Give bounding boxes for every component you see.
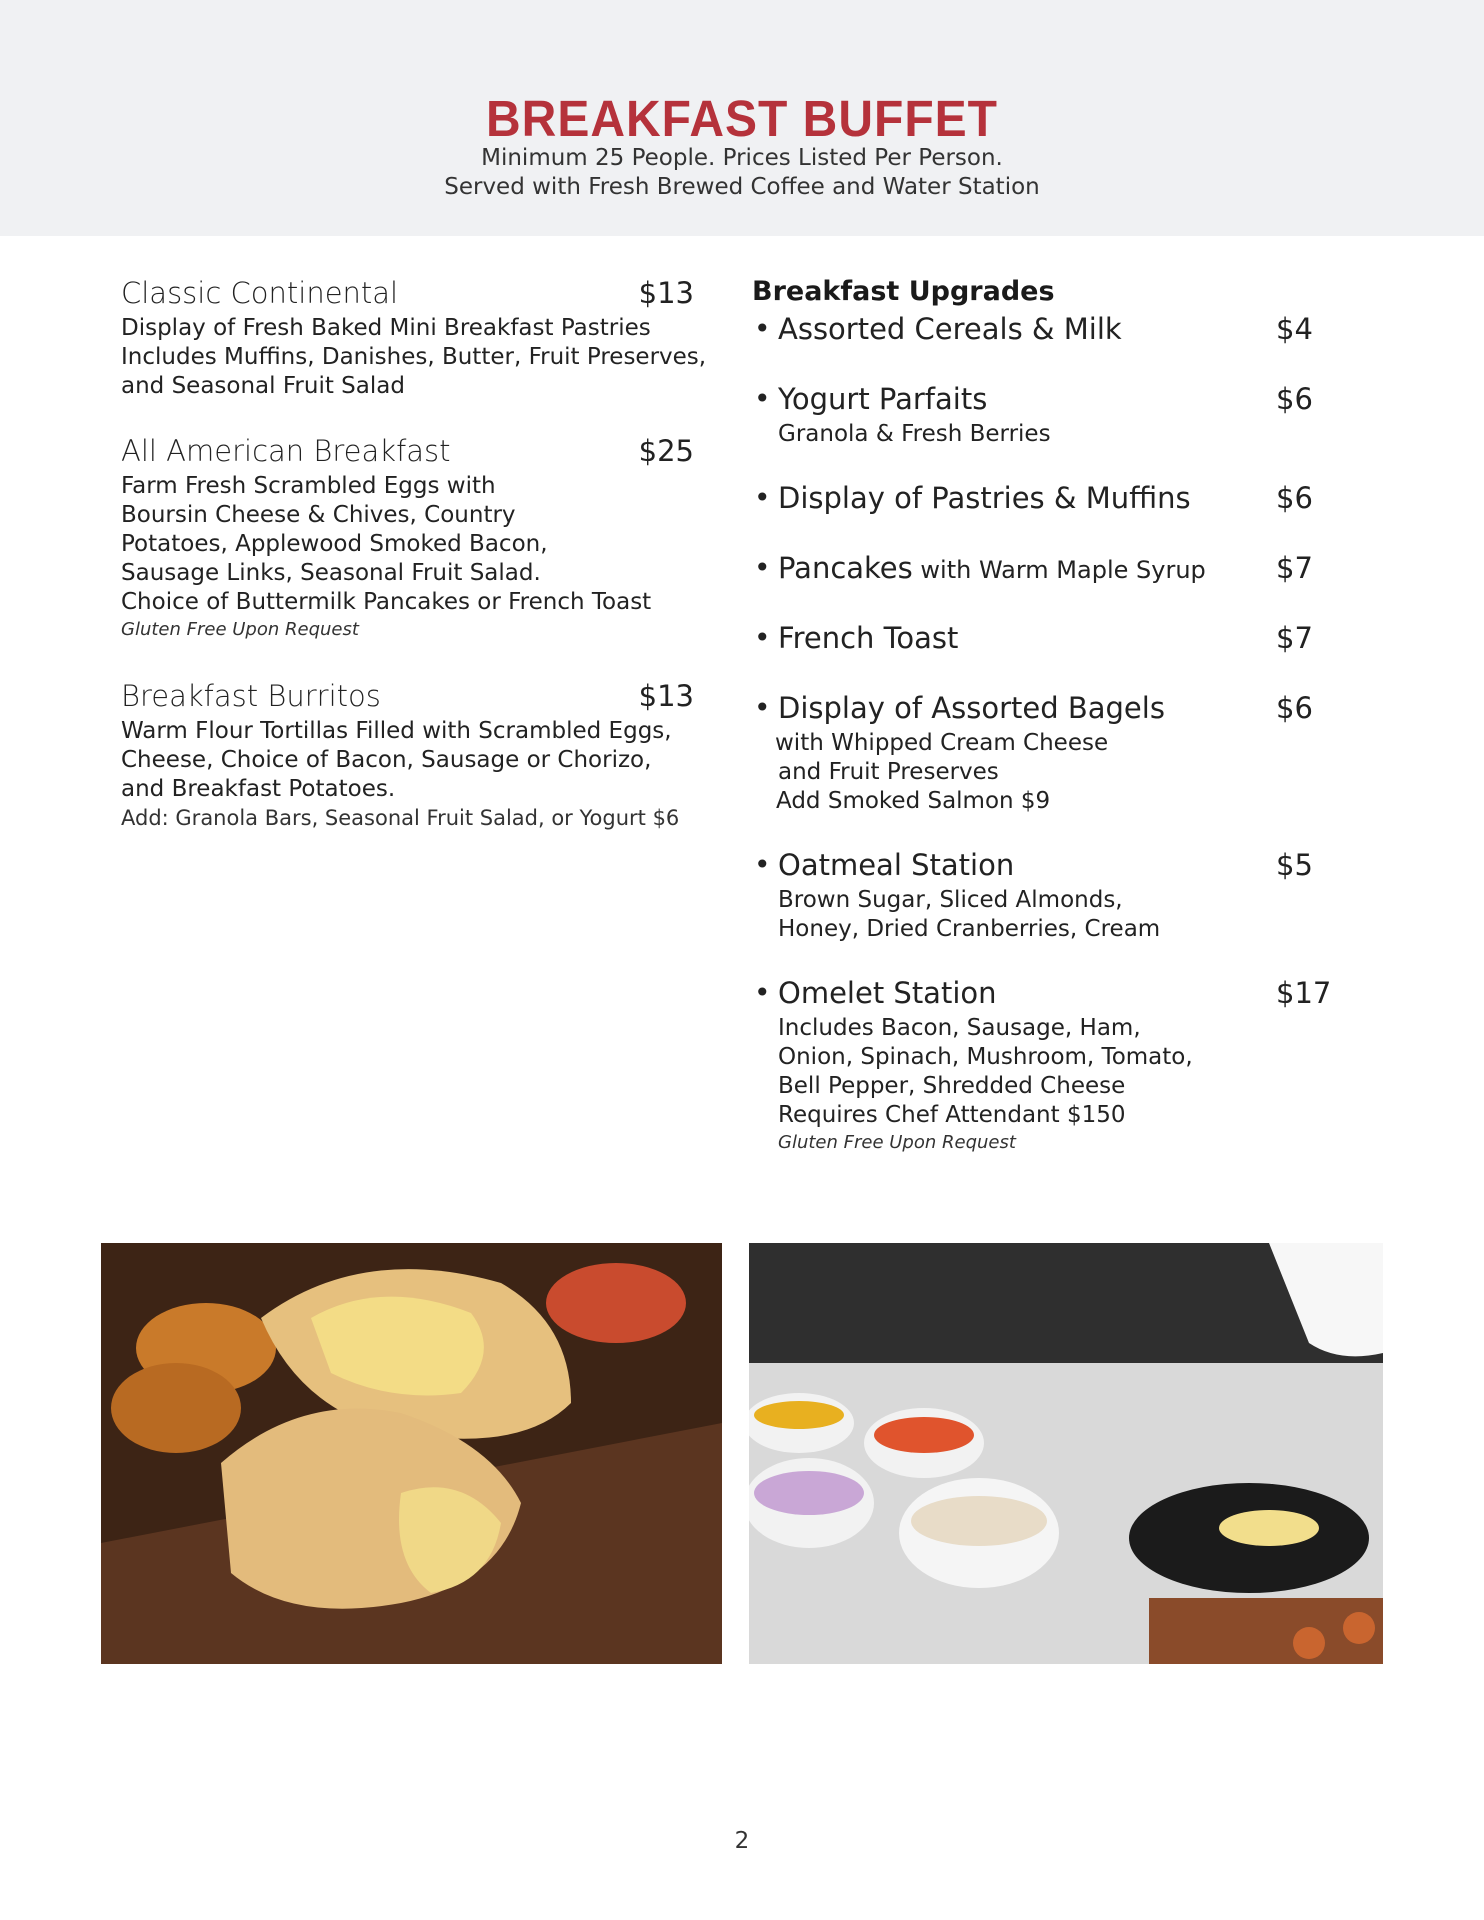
upgrade-desc-line: Requires Chef Attendant $150 (778, 1102, 1126, 1128)
upgrade-item (752, 848, 1332, 944)
package-name: All American Breakfast (121, 434, 451, 468)
package-classic-continental (121, 276, 707, 401)
upgrade-name: Assorted Cereals & Milk (778, 312, 1122, 346)
bullet-icon: • (754, 481, 771, 514)
subtitle-minimum: Minimum 25 People. Prices Listed Per Person. (481, 145, 1003, 171)
upgrade-desc-line: Add Smoked Salmon $9 (776, 788, 1051, 814)
omelet-station-photo (749, 1243, 1383, 1664)
package-desc-line: and Seasonal Fruit Salad (121, 373, 405, 399)
upgrade-price: $7 (1276, 551, 1313, 585)
package-desc-line: Choice of Buttermilk Pancakes or French Toast (121, 589, 652, 615)
package-desc-line: Sausage Links, Seasonal Fruit Salad. (121, 560, 541, 586)
upgrade-price: $4 (1276, 312, 1313, 346)
upgrade-desc-line: with Whipped Cream Cheese (775, 730, 1109, 756)
upgrades-heading: Breakfast Upgrades (752, 276, 1055, 307)
upgrade-price: $17 (1276, 976, 1332, 1010)
upgrade-item (752, 976, 1332, 1156)
upgrade-desc-line: and Fruit Preserves (778, 759, 999, 785)
package-desc-line: Farm Fresh Scrambled Eggs with (121, 473, 496, 499)
upgrade-desc-line: Brown Sugar, Sliced Almonds, (778, 887, 1123, 913)
upgrade-name-suffix: with Warm Maple Syrup (912, 556, 1206, 584)
package-desc-line: and Breakfast Potatoes. (121, 776, 396, 802)
upgrade-desc-line: Bell Pepper, Shredded Cheese (778, 1073, 1126, 1099)
upgrade-item (752, 481, 1332, 519)
upgrade-item (752, 382, 1332, 449)
upgrade-desc-line: Includes Bacon, Sausage, Ham, (778, 1015, 1141, 1041)
upgrade-name: French Toast (778, 621, 959, 655)
bullet-icon: • (754, 621, 771, 654)
upgrade-price: $7 (1276, 621, 1313, 655)
page-header (0, 0, 1484, 236)
page-title: BREAKFAST BUFFET (486, 91, 998, 148)
upgrade-price: $6 (1276, 382, 1313, 416)
bullet-icon: • (754, 312, 771, 345)
package-name: Breakfast Burritos (121, 679, 381, 713)
burrito-addon: Add: Granola Bars, Seasonal Fruit Salad, or Yogurt $6 (121, 806, 680, 830)
bullet-icon: • (754, 691, 771, 724)
upgrade-name-main: Pancakes (778, 551, 913, 585)
omelet-station-illustration (749, 1243, 1383, 1664)
bullet-icon: • (754, 551, 771, 584)
upgrade-item (752, 691, 1332, 816)
upgrade-desc-line: Onion, Spinach, Mushroom, Tomato, (778, 1044, 1193, 1070)
upgrade-desc-line: Granola & Fresh Berries (778, 421, 1051, 447)
upgrade-name: Display of Assorted Bagels (778, 691, 1165, 725)
gluten-free-note: Gluten Free Upon Request (121, 619, 359, 640)
package-desc-line: Cheese, Choice of Bacon, Sausage or Chorizo, (121, 747, 652, 773)
subtitle-served-with: Served with Fresh Brewed Coffee and Water Station (444, 174, 1040, 200)
upgrade-name: Yogurt Parfaits (778, 382, 988, 416)
upgrade-name: Display of Pastries & Muffins (778, 481, 1191, 515)
upgrade-name (778, 551, 1206, 585)
bullet-icon: • (754, 976, 771, 1009)
upgrade-item (752, 621, 1332, 659)
package-price: $25 (638, 434, 694, 468)
package-price: $13 (638, 679, 694, 713)
upgrade-name: Oatmeal Station (778, 848, 1015, 882)
package-all-american (121, 434, 696, 643)
page-number: 2 (734, 1828, 750, 1854)
upgrade-item (752, 312, 1332, 350)
upgrade-name: Omelet Station (778, 976, 997, 1010)
breakfast-burrito-photo (101, 1243, 722, 1664)
upgrade-item (752, 551, 1332, 589)
bullet-icon: • (754, 382, 771, 415)
package-desc-line: Includes Muffins, Danishes, Butter, Fruit Preserves, (121, 344, 707, 370)
package-name: Classic Continental (121, 276, 399, 310)
package-desc-line: Display of Fresh Baked Mini Breakfast Pastries (121, 315, 651, 341)
bullet-icon: • (754, 848, 771, 881)
upgrade-price: $6 (1276, 481, 1313, 515)
upgrade-desc-line: Honey, Dried Cranberries, Cream (778, 916, 1161, 942)
upgrade-price: $6 (1276, 691, 1313, 725)
package-desc-line: Warm Flour Tortillas Filled with Scrambled Eggs, (121, 718, 672, 744)
gluten-free-note: Gluten Free Upon Request (778, 1132, 1016, 1153)
package-breakfast-burritos (121, 679, 696, 832)
package-desc-line: Potatoes, Applewood Smoked Bacon, (121, 531, 548, 557)
burrito-illustration (101, 1243, 722, 1664)
upgrade-price: $5 (1276, 848, 1313, 882)
package-price: $13 (638, 276, 694, 310)
package-desc-line: Boursin Cheese & Chives, Country (121, 502, 516, 528)
